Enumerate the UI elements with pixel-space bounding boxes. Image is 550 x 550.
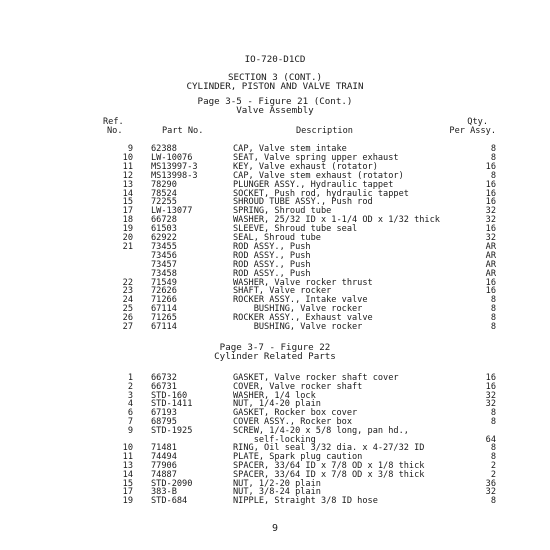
ref-number: 20 bbox=[122, 233, 133, 243]
part-number: 66732 bbox=[151, 373, 177, 383]
quantity: 64 bbox=[485, 434, 496, 445]
quantity: 32 bbox=[485, 390, 496, 401]
ref-number: 15 bbox=[122, 478, 133, 489]
part-description: SCREW, 1/4-20 x 5/8 long, pan hd., bbox=[233, 425, 409, 436]
part-description: COVER ASSY., Rocker box bbox=[233, 417, 352, 427]
quantity: 8 bbox=[490, 295, 496, 306]
ref-number: 17 bbox=[122, 487, 133, 498]
part-description: SEAL, Shroud tube bbox=[233, 233, 321, 243]
part-description: ROD ASSY., Push bbox=[233, 250, 311, 261]
description-header: Description bbox=[296, 126, 353, 136]
ref-number: 10 bbox=[122, 443, 133, 454]
ref-number: 9 bbox=[127, 425, 133, 436]
part-description: COVER, Valve rocker shaft bbox=[233, 381, 363, 392]
part-description: ROD ASSY., Push bbox=[233, 268, 311, 279]
part-number: 383-B bbox=[151, 487, 177, 498]
part-description: SHAFT, Valve rocker bbox=[233, 286, 332, 297]
quantity: 16 bbox=[485, 277, 496, 288]
part-number: 62922 bbox=[151, 233, 177, 243]
part-number: 77906 bbox=[151, 461, 177, 471]
part-number: 73455 bbox=[151, 241, 177, 252]
part-description: CAP, Valve stem exhaust (rotator) bbox=[233, 170, 404, 181]
quantity: 32 bbox=[485, 487, 496, 498]
part-number: 72626 bbox=[151, 286, 177, 297]
quantity: 8 bbox=[490, 313, 496, 324]
part-number: 66731 bbox=[151, 381, 177, 392]
quantity: 8 bbox=[490, 452, 496, 463]
part-description: PLUNGER ASSY., Hydraulic tappet bbox=[233, 179, 394, 190]
part-description: CAP, Valve stem intake bbox=[233, 144, 347, 154]
part-number: MS13998-3 bbox=[151, 170, 198, 181]
quantity: AR bbox=[485, 250, 496, 261]
page-number: 9 bbox=[271, 523, 279, 534]
part-description: SPRING, Shroud tube bbox=[233, 206, 332, 217]
quantity: 16 bbox=[485, 179, 496, 190]
qty-header-line2: Per Assy. bbox=[449, 126, 496, 136]
part-description: WASHER, 25/32 ID x 1-1/4 OD x 1/32 thick bbox=[233, 215, 440, 226]
quantity: 8 bbox=[490, 322, 496, 332]
part-number: 74494 bbox=[151, 452, 177, 463]
quantity: 16 bbox=[485, 161, 496, 172]
quantity: 16 bbox=[485, 224, 496, 235]
quantity: 32 bbox=[485, 399, 496, 410]
ref-number: 15 bbox=[122, 197, 133, 208]
part-description: NIPPLE, Straight 3/8 ID hose bbox=[233, 496, 378, 507]
part-description: NUT, 1/4-20 plain bbox=[233, 399, 321, 410]
part-number: 71265 bbox=[151, 313, 177, 324]
part-number: 67193 bbox=[151, 408, 177, 419]
part-description: SPACER, 33/64 ID x 7/8 OD x 1/8 thick bbox=[233, 461, 425, 471]
quantity: 8 bbox=[490, 443, 496, 454]
quantity: 8 bbox=[490, 408, 496, 419]
part-number: 68795 bbox=[151, 417, 177, 427]
part-no-header: Part No. bbox=[162, 126, 204, 136]
ref-number: 19 bbox=[122, 496, 133, 507]
quantity: AR bbox=[485, 241, 496, 252]
qty-header-line1: Qty. bbox=[467, 117, 488, 127]
part-description: BUSHING, Valve rocker bbox=[233, 322, 363, 332]
ref-number: 11 bbox=[122, 161, 133, 172]
ref-header-line2: No. bbox=[107, 126, 123, 136]
quantity: 2 bbox=[490, 469, 496, 480]
ref-number: 12 bbox=[122, 170, 133, 181]
quantity: 8 bbox=[490, 417, 496, 427]
part-number: 62388 bbox=[151, 144, 177, 154]
table-row bbox=[0, 323, 550, 332]
ref-number: 3 bbox=[127, 390, 133, 401]
ref-number: 19 bbox=[122, 224, 133, 235]
quantity: 32 bbox=[485, 206, 496, 217]
part-number: 71481 bbox=[151, 443, 177, 454]
quantity: 8 bbox=[490, 152, 496, 163]
quantity: AR bbox=[485, 268, 496, 279]
quantity: 16 bbox=[485, 286, 496, 297]
ref-number: 4 bbox=[127, 399, 133, 410]
quantity: AR bbox=[485, 259, 496, 270]
section-subtitle: CYLINDER, PISTON AND VALVE TRAIN bbox=[186, 81, 364, 92]
quantity: 8 bbox=[490, 144, 496, 154]
part-number: 73456 bbox=[151, 250, 177, 261]
part-description: GASKET, Valve rocker shaft cover bbox=[233, 373, 399, 383]
quantity: 8 bbox=[490, 170, 496, 181]
quantity: 8 bbox=[490, 496, 496, 507]
part-number: LW-10076 bbox=[151, 152, 193, 163]
ref-number: 27 bbox=[122, 322, 133, 332]
figure-2-title: Page 3-7 - Figure 22 bbox=[219, 342, 331, 353]
ref-number: 18 bbox=[122, 215, 133, 226]
ref-number: 10 bbox=[122, 152, 133, 163]
part-description: WASHER, 1/4 lock bbox=[233, 390, 316, 401]
part-number: 61503 bbox=[151, 224, 177, 235]
part-number: STD-160 bbox=[151, 390, 188, 401]
ref-number: 17 bbox=[122, 206, 133, 217]
part-description: RING, Oil seal 3/32 dia. x 4-27/32 ID bbox=[233, 443, 425, 454]
ref-number: 26 bbox=[122, 313, 133, 324]
part-number: 78524 bbox=[151, 188, 177, 199]
part-number: MS13997-3 bbox=[151, 161, 198, 172]
part-description: WASHER, Valve rocker thrust bbox=[233, 277, 373, 288]
quantity: 32 bbox=[485, 215, 496, 226]
ref-number: 11 bbox=[122, 452, 133, 463]
ref-number: 23 bbox=[122, 286, 133, 297]
part-number: 78290 bbox=[151, 179, 177, 190]
part-description: NUT, 3/8-24 plain bbox=[233, 487, 321, 498]
ref-number: 25 bbox=[122, 304, 133, 315]
quantity: 16 bbox=[485, 373, 496, 383]
ref-number: 13 bbox=[122, 461, 133, 471]
ref-number: 6 bbox=[127, 408, 133, 419]
quantity: 16 bbox=[485, 381, 496, 392]
part-description: BUSHING, Valve rocker bbox=[233, 304, 363, 315]
ref-number: 24 bbox=[122, 295, 133, 306]
part-description: KEY, Valve exhaust (rotator) bbox=[233, 161, 378, 172]
document-id: IO-720-D1CD bbox=[244, 54, 306, 65]
part-description: NUT, 1/2-20 plain bbox=[233, 478, 321, 489]
section-title: SECTION 3 (CONT.) bbox=[227, 72, 323, 83]
ref-number: 13 bbox=[122, 179, 133, 190]
quantity: 16 bbox=[485, 188, 496, 199]
part-description: ROCKER ASSY., Intake valve bbox=[233, 295, 368, 306]
part-number: 74887 bbox=[151, 469, 177, 480]
quantity: 16 bbox=[485, 197, 496, 208]
part-description: SHROUD TUBE ASSY., Push rod bbox=[233, 197, 373, 208]
ref-number: 22 bbox=[122, 277, 133, 288]
part-number: 71266 bbox=[151, 295, 177, 306]
quantity: 32 bbox=[485, 233, 496, 243]
part-number: STD-1411 bbox=[151, 399, 193, 410]
ref-number: 9 bbox=[127, 144, 133, 154]
quantity: 8 bbox=[490, 304, 496, 315]
quantity: 2 bbox=[490, 461, 496, 471]
part-number: 66728 bbox=[151, 215, 177, 226]
ref-number: 7 bbox=[127, 417, 133, 427]
part-description: SLEEVE, Shroud tube seal bbox=[233, 224, 358, 235]
ref-number: 2 bbox=[127, 381, 133, 392]
table-row bbox=[0, 497, 550, 506]
ref-number: 14 bbox=[122, 469, 133, 480]
part-description: ROCKER ASSY., Exhaust valve bbox=[233, 313, 373, 324]
part-description: SPACER, 33/64 ID x 7/8 OD x 3/8 thick bbox=[233, 469, 425, 480]
part-number: STD-1925 bbox=[151, 425, 193, 436]
part-description: ROD ASSY., Push bbox=[233, 241, 311, 252]
part-description: SEAT, Valve spring upper exhaust bbox=[233, 152, 399, 163]
part-description: ROD ASSY., Push bbox=[233, 259, 311, 270]
part-description: PLATE, Spark plug caution bbox=[233, 452, 363, 463]
part-number: STD-684 bbox=[151, 496, 188, 507]
part-number: STD-2090 bbox=[151, 478, 193, 489]
part-number: 67114 bbox=[151, 304, 177, 315]
part-description: self-locking bbox=[233, 434, 316, 445]
part-number: 71549 bbox=[151, 277, 177, 288]
ref-number: 14 bbox=[122, 188, 133, 199]
ref-header-line1: Ref. bbox=[103, 117, 124, 127]
part-description: GASKET, Rocker box cover bbox=[233, 408, 358, 419]
figure-1-title: Page 3-5 - Figure 21 (Cont.) bbox=[197, 96, 353, 107]
ref-number: 21 bbox=[122, 241, 133, 252]
part-number: 72255 bbox=[151, 197, 177, 208]
part-number: LW-13077 bbox=[151, 206, 193, 217]
part-number: 67114 bbox=[151, 322, 177, 332]
figure-1-subtitle: Valve Assembly bbox=[236, 105, 314, 116]
part-number: 73457 bbox=[151, 259, 177, 270]
part-number: 73458 bbox=[151, 268, 177, 279]
ref-number: 1 bbox=[127, 373, 133, 383]
quantity: 36 bbox=[485, 478, 496, 489]
part-description: SOCKET, Push rod, hydraulic tappet bbox=[233, 188, 409, 199]
figure-2-subtitle: Cylinder Related Parts bbox=[214, 351, 336, 362]
